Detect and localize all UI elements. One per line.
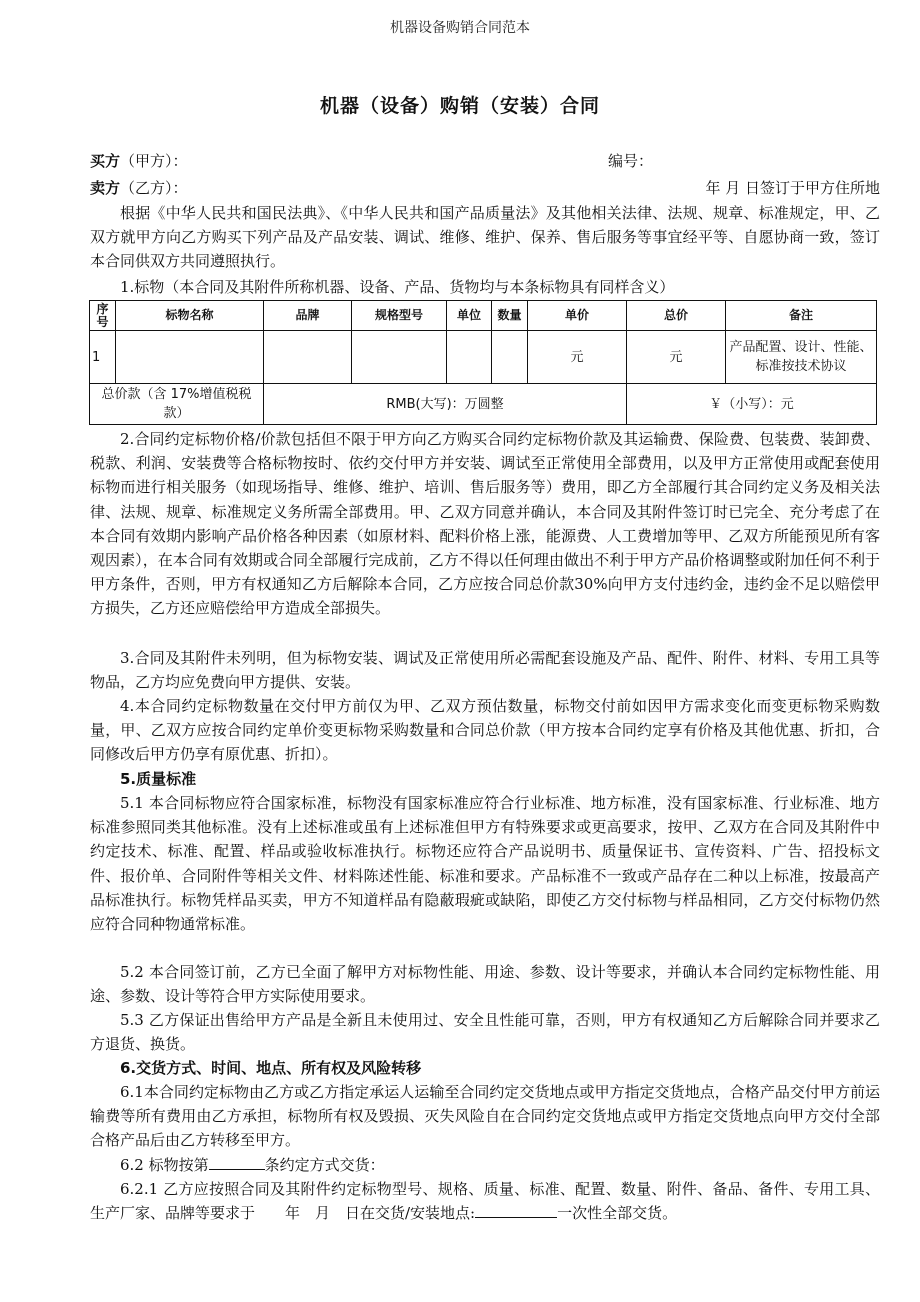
signing-info: 年 月 日签订于甲方住所地 <box>705 179 880 197</box>
clause-5-1: 5.1 本合同标物应符合国家标准，标物没有国家标准应符合行业标准、地方标准，没有国家标准、行业标准、地方标准参照同类其他标准。没有上述标准或虽有上述标准但甲方有特殊要求或更高要求，按甲、乙双方在合同及其附件中约定技术、标准、配置、样品或验收标准执行。标物还应符合产品说明书、质量保证书、宣传资料、广告、招投标文件、报价单、合同附件等相关文件、材料陈述性能、标准和要求。产品标准不一致或产品存在二种以上标准，按最高产品标准执行。标物凭样品买卖，甲方不知道样品有隐蔽瑕疵或缺陷，即使乙方交付标物与样品相同，乙方交付标物仍然应符合同种物通常标准。 <box>90 794 880 934</box>
cell-name <box>116 331 264 384</box>
seller-row <box>90 177 880 199</box>
col-header-qty: 数量 <box>492 301 528 331</box>
clause-6-1: 6.1本合同约定标物由乙方或乙方指定承运人运输至合同约定交货地点或甲方指定交货地点，合格产品交付甲方前运输费等所有费用由乙方承担，标物所有权及毁损、灭失风险自在合同约定交货地点或甲方指定交货地点向甲方交付全部合格产品后由乙方转移至甲方。 <box>90 1083 880 1150</box>
clause-number-blank[interactable] <box>209 1153 265 1170</box>
clause-3: 3.合同及其附件未列明，但为标物安装、调试及正常使用所必需配套设施及产品、配件、附件、材料、专用工具等物品，乙方均应免费向甲方提供、安装。 <box>90 649 880 692</box>
delivery-location-blank[interactable] <box>475 1201 557 1218</box>
cell-total: 元 <box>627 331 726 384</box>
clause-1-title: 1.标物（本合同及其附件所称机器、设备、产品、货物均与本条标物具有同样含义） <box>120 278 675 296</box>
buyer-suffix: （甲方）： <box>120 152 188 170</box>
seller-label: 卖方 <box>90 179 121 197</box>
cell-model <box>352 331 447 384</box>
col-header-model: 规格型号 <box>352 301 447 331</box>
total-lower: ￥（小写）：元 <box>627 384 877 425</box>
clause-6-2 <box>90 1153 880 1177</box>
clause-2: 2.合同约定标物价格/价款包括但不限于甲方向乙方购买合同约定标物价款及其运输费、保险费、包装费、装卸费、税款、利润、安装费等合格标物按时、依约交付甲方并安装、调试至正常使用全部费用，以及甲方正常使用或配套使用标物而进行相关服务（如现场指导、维修、维护、培训、售后服务等）费用，即乙方全部履行其合同约定义务及相关法律、法规、规章、标准规定义务所需全部费用。甲、乙双方同意并确认，本合同及其附件签订时已完全、充分考虑了在本合同有效期内影响产品价格各种因素（如原材料、配料价格上涨，能源费、人工费增加等甲、乙双方所能预见所有客观因素），在本合同有效期或合同全部履行完成前，乙方不得以任何理由做出不利于甲方产品价格调整或附加任何不利于甲方条件，否则，甲方有权通知乙方后解除本合同，乙方应按合同总价款30%向甲方支付违约金，违约金不足以赔偿甲方损失，乙方还应赔偿给甲方造成全部损失。 <box>90 430 880 618</box>
clause-5-3: 5.3 乙方保证出售给甲方产品是全新且未使用过、安全且性能可靠，否则，甲方有权通知乙方后解除合同并要求乙方退货、换货。 <box>90 1011 880 1054</box>
table-header-row <box>90 301 877 331</box>
cell-brand <box>264 331 352 384</box>
clause-5-title: 5.质量标准 <box>120 770 197 788</box>
buyer-label: 买方 <box>90 152 121 170</box>
cell-unit <box>447 331 492 384</box>
document-title: 机器（设备）购销（安装）合同 <box>319 95 600 117</box>
col-header-price: 单价 <box>528 301 627 331</box>
clause-6-title: 6.交货方式、时间、地点、所有权及风险转移 <box>120 1059 422 1077</box>
clause-6-2-post: 条约定方式交货： <box>264 1156 385 1174</box>
col-header-brand: 品牌 <box>264 301 352 331</box>
clause-6-2-pre: 6.2 标物按第 <box>120 1156 209 1174</box>
total-label: 总价款（含 17%增值税税款） <box>90 384 264 425</box>
total-upper: RMB(大写)：万圆整 <box>264 384 627 425</box>
clause-6-2-1-pre: 6.2.1 乙方应按照合同及其附件约定标物型号、规格、质量、标准、配置、数量、附件、备品、备件、专用工具、生产厂家、品牌等要求于 年 月 日在交货/安装地点: <box>90 1180 880 1223</box>
col-header-total: 总价 <box>627 301 726 331</box>
col-header-unit: 单位 <box>447 301 492 331</box>
running-header: 机器设备购销合同范本 <box>390 20 530 36</box>
col-header-name: 标物名称 <box>116 301 264 331</box>
buyer-row <box>90 150 880 172</box>
clause-5-2: 5.2 本合同签订前，乙方已全面了解甲方对标物性能、用途、参数、设计等要求，并确认本合同约定标物性能、用途、参数、设计等符合甲方实际使用要求。 <box>90 963 880 1006</box>
intro-paragraph: 根据《中华人民共和国民法典》、《中华人民共和国产品质量法》及其他相关法律、法规、规章、标准规定，甲、乙双方就甲方向乙方购买下列产品及产品安装、调试、维修、维护、保养、售后服务等事宜经平等、自愿协商一致，签订本合同供双方共同遵照执行。 <box>90 204 880 271</box>
clause-6-2-1 <box>90 1177 880 1225</box>
col-header-no: 序号 <box>90 301 116 331</box>
contract-number-label: 编号： <box>608 152 654 170</box>
clause-6-2-1-post: 一次性全部交货。 <box>557 1204 678 1223</box>
cell-note: 产品配置、设计、性能、标准按技术协议 <box>726 331 877 384</box>
table-row <box>90 331 877 384</box>
cell-qty <box>492 331 528 384</box>
cell-no: 1 <box>90 331 116 384</box>
cell-price: 元 <box>528 331 627 384</box>
clause-4: 4.本合同约定标物数量在交付甲方前仅为甲、乙双方预估数量，标物交付前如因甲方需求变化而变更标物采购数量，甲、乙双方应按合同约定单价变更标物采购数量和合同总价款（甲方按本合同约定享有价格及其他优惠、折扣，合同修改后甲方仍享有原优惠、折扣）。 <box>90 697 880 764</box>
goods-table <box>89 300 877 425</box>
seller-suffix: （乙方）： <box>120 179 188 197</box>
col-header-note: 备注 <box>726 301 877 331</box>
table-total-row <box>90 384 877 425</box>
